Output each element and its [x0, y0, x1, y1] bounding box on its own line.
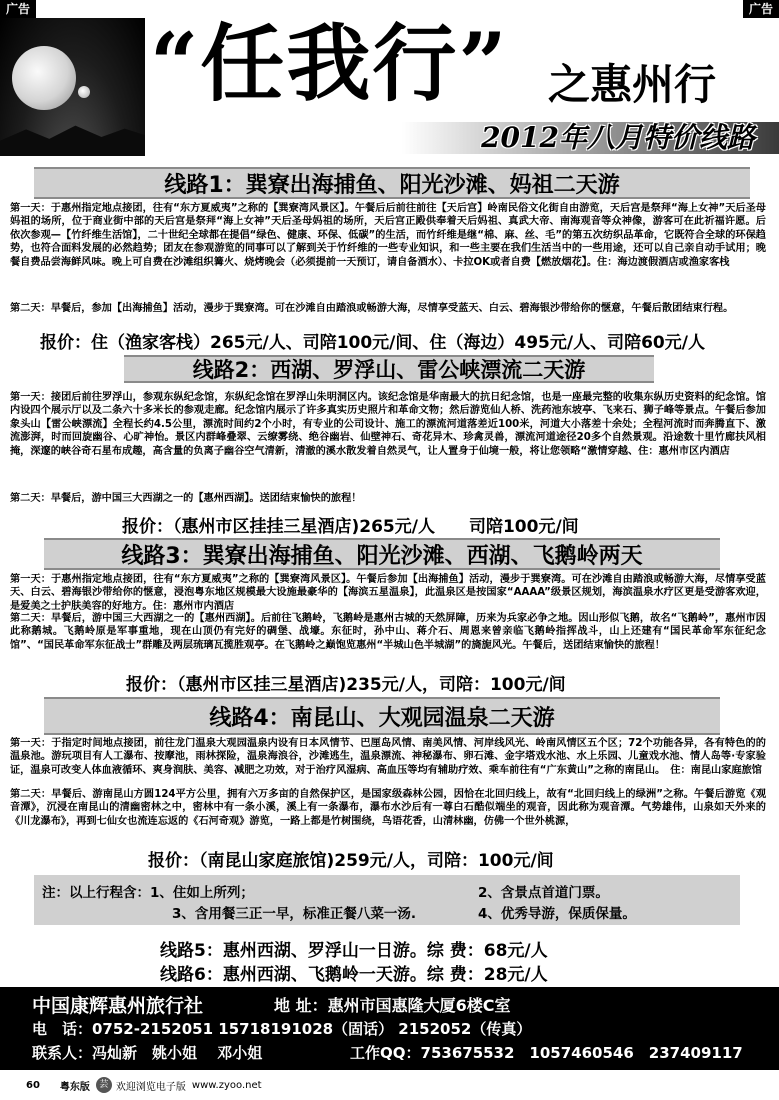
route5-summary: 线路5：惠州西湖、罗浮山一日游。综 费：68元/人 — [160, 941, 548, 961]
day-text: 于惠州指定地点接团，往有“东方夏威夷”之称的【巽寮湾风景区】。午餐后参加【出海捕鱼】活动，漫步于巽寮湾。可在沙滩自由踏浪或畅游大海，尽情享受蓝天、白云、碧海银沙带给你的惬意，浸泡粤东地区规模最大设施最豪华的【海滨五星温泉】，此温泉区是按国家“AAAA”级景区规划，海滨温泉水疗区更是受游客欢迎，是爱美之士护肤美容的好地方。住：惠州市内酒店 — [10, 574, 766, 612]
route1-day2 — [10, 302, 766, 315]
website-url[interactable]: www.zyoo.net — [191, 1079, 262, 1091]
page-footer-strip — [0, 1070, 779, 1100]
day-text: 早餐后，游中国三大西湖之一的【惠州西湖】。后前往飞鹅岭，飞鹅岭是惠州古城的天然屏障，历来为兵家必争之地。因山形似飞鹅，故名“飞鹅岭”，惠州市因此称鹅城。飞鹅岭原是军事重地，现在山顶仍有完好的碉堡、战壕。东征时，孙中山、蒋介石、周恩来曾亲临飞鹅岭指挥战斗，山上还建有“国民革命军东征纪念馆”、“国民革命军东征战士”群雕及两层琉璃瓦揽胜观亭。在飞鹅岭之巅饱览惠州“半城山色半城湖”的旖旎风光。午餐后，送团结束愉快的旅程！ — [10, 613, 766, 651]
contact-footer — [0, 987, 779, 1070]
edition-label: 粤东版 — [59, 1081, 90, 1093]
ad-label-left: 广告 — [0, 0, 36, 18]
contact-persons: 联系人：冯灿新 姚小姐 邓小姐 — [32, 1044, 263, 1062]
welcome-text: 欢迎浏览电子版 — [115, 1081, 186, 1093]
day-text: 早餐后，参加【出海捕鱼】活动，漫步于巽寮湾。可在沙滩自由踏浪或畅游大海，尽情享受蓝天、白云、碧海银沙带给你的惬意，午餐后散团结束行程。 — [50, 303, 734, 314]
qq-numbers: 工作QQ：753675532 1057460546 237409117 — [350, 1044, 743, 1062]
route6-summary: 线路6：惠州西湖、飞鹅岭一天游。综 费：28元/人 — [160, 965, 548, 985]
day-label: 第二天： — [10, 493, 51, 504]
itinerary-notes — [34, 875, 740, 925]
route2-day2 — [10, 492, 766, 505]
note-tickets: 2、含景点首道门票。 — [478, 885, 609, 901]
day-text: 于指定时间地点接团，前往龙门温泉大观园温泉内设有日本风情节、巴厘岛风情、南美风情、河岸线风光、岭南风情区五个区；72个功能各异，各有特色的的温泉池。游玩项目有人工瀑布、按摩池，雨林探险，温泉海浪谷，沙滩逃生，温泉漂流、神秘瀑布、卵石滩、金字塔戏水池、水上乐园、儿童戏水池、情人岛等·专家验证，温泉可改变人体血液循环、爽身润肤、美容、减肥之功效，对于治疗风湿病、高血压等均有辅助疗效、乘车前往有“广东黄山”之称的南昆山。 住：南昆山家庭旅馆 — [10, 738, 766, 776]
headline-subtitle: 之惠州行 — [548, 60, 717, 109]
route1-price: 报价：住（渔家客栈）265元/人、司陪100元/间、住（海边）495元/人、司陪60元/人 — [40, 333, 705, 353]
moon-landscape-illustration — [0, 18, 145, 156]
route3-title: 线路3：巽寮出海捕鱼、阳光沙滩、西湖、飞鹅岭两天 — [44, 538, 720, 570]
agency-address: 地 址：惠州市国惠隆大厦6楼C室 — [274, 996, 511, 1015]
special-price-subtitle: 2012年八月特价线路 — [481, 121, 755, 154]
day-label: 第二天： — [10, 303, 51, 314]
route4-title: 线路4：南昆山、大观园温泉二天游 — [44, 697, 720, 735]
note-guide: 4、优秀导游，保质保量。 — [478, 906, 636, 922]
route1-day1 — [10, 202, 766, 269]
note-accommodation: 注：以上行程含：1、住如上所列； — [42, 885, 254, 901]
agency-name: 中国康辉惠州旅行社 — [32, 995, 204, 1017]
day-label: 第一天： — [10, 574, 51, 585]
route2-price: 报价：（惠州市区挂挂三星酒店)265元/人 司陪100元/间 — [122, 517, 579, 537]
day-label: 第一天： — [10, 203, 51, 214]
route2-title: 线路2：西湖、罗浮山、雷公峡漂流二天游 — [124, 355, 654, 383]
route3-price: 报价：（惠州市区挂三星酒店)235元/人，司陪：100元/间 — [126, 675, 566, 695]
day-text: 于惠州指定地点接团，往有“东方夏威夷”之称的【巽寮湾风景区】。午餐后后前往前往【天后宫】岭南民俗文化街自由游览，天后宫是祭拜“海上女神”天后圣母妈祖的场所，位于商业街中部的天后宫是祭拜“海上女神”天后圣母妈祖的场所，天后宫正殿供奉着天后妈祖、真武大帝、南海观音等众神像，游客可在此祈福许愿。后依次参观—【竹纤维生活馆】，二十世纪全球都在提倡“绿色、健康、环保、低碳”的生活，而竹纤维是继“棉、麻、丝、毛”的第五次纺织品革命，它既符合全球的环保趋势，也符合面料发展的必然趋势；团友在参观游览的同事可以了解到关于竹纤维的一些专业知识，和一些主要在我们生活当中的一些用途，还可以自己亲自动手试用；晚餐自费品尝海鲜风味。晚上可自费在沙滩组织篝火、烧烤晚会（必须提前一天预订，请自备酒水）、卡拉OK或者自费【燃放烟花】。住：海边渡假酒店或渔家客栈 — [10, 203, 766, 268]
ad-label-right: 广告 — [743, 0, 779, 18]
phone-numbers: 电 话：0752-2152051 15718191028（固话） 2152052（传真） — [32, 1020, 532, 1038]
moon-icon — [12, 46, 76, 110]
route2-day1 — [10, 391, 766, 458]
headline-title: “任我行” — [150, 14, 509, 113]
route4-day2 — [10, 788, 766, 828]
day-text: 早餐后，游中国三大西湖之一的【惠州西湖】。送团结束愉快的旅程！ — [50, 493, 362, 504]
publication-logo-icon: 芸 — [96, 1077, 112, 1093]
route3-day1 — [10, 573, 766, 613]
day-label: 第二天： — [10, 613, 51, 624]
mountain-silhouette — [0, 118, 145, 156]
page-number: 60 — [26, 1079, 40, 1091]
day-label: 第一天： — [10, 392, 51, 403]
note-meals: 3、含用餐三正一早，标准正餐八菜一汤. — [172, 906, 417, 922]
route4-price: 报价：（南昆山家庭旅馆)259元/人，司陪：100元/间 — [148, 851, 554, 871]
day-label: 第二天： — [10, 789, 52, 800]
header-banner — [0, 0, 779, 160]
route4-day1 — [10, 737, 766, 777]
small-moon-icon — [78, 86, 90, 98]
route3-day2 — [10, 612, 766, 652]
day-text: 早餐后、游南昆山方圆124平方公里，拥有六万多亩的自然保护区，是国家级森林公园，因恰在北回归线上，故有“北回归线上的绿洲”之称。午餐后游览《观音潭》，沉浸在南昆山的清幽密林之中，密林中有一条小溪，溪上有一条瀑布，瀑布水沙后有一尊白石酷似端坐的观音，因此称为观音潭。气势雄伟，山泉如天外来的《川龙瀑布》，再到七仙女也流连忘返的《石河奇观》游览，一路上都是竹树围绕，鸟语花香，山清林幽，仿佛一个世外桃源， — [10, 789, 767, 827]
route1-title: 线路1：巽寮出海捕鱼、阳光沙滩、妈祖二天游 — [34, 167, 750, 199]
day-text: 接团后前往罗浮山，参观东纵纪念馆，东纵纪念馆在罗浮山朱明洞区内。该纪念馆是华南最大的抗日纪念馆，也是一座最完整的收集东纵历史资料的纪念馆。馆内设四个展示厅以及二条六十多米长的参观走廊。纪念馆内展示了许多真实历史照片和革命文物；然后游览仙人桥、洗药池东坡亭、飞来石、狮子峰等景点。午餐后参加象头山【雷公峡漂流】全程长约4.5公里，漂流时间约2个小时，有专业的公司设计、施工的漂流河道落差近100米，河道大小落差十余处；全程河流时而奔腾直下、激流澎湃，时而回旋幽谷、心旷神怡。景区内群峰叠翠、云缭雾绕、绝谷幽岩、仙壁神石、奇花异木、珍禽灵兽，漂流河道途径20多个自然景观。沿途数十里竹廊扶风相掩，深邃的峡谷奇石星布成趣，高含量的负离子幽谷空气清新，清澈的溪水散发着自然灵气，让人置身于仙境一般，将让您领略“激情穿越、住：惠州市区内酒店 — [10, 392, 767, 457]
day-label: 第一天： — [10, 738, 52, 749]
